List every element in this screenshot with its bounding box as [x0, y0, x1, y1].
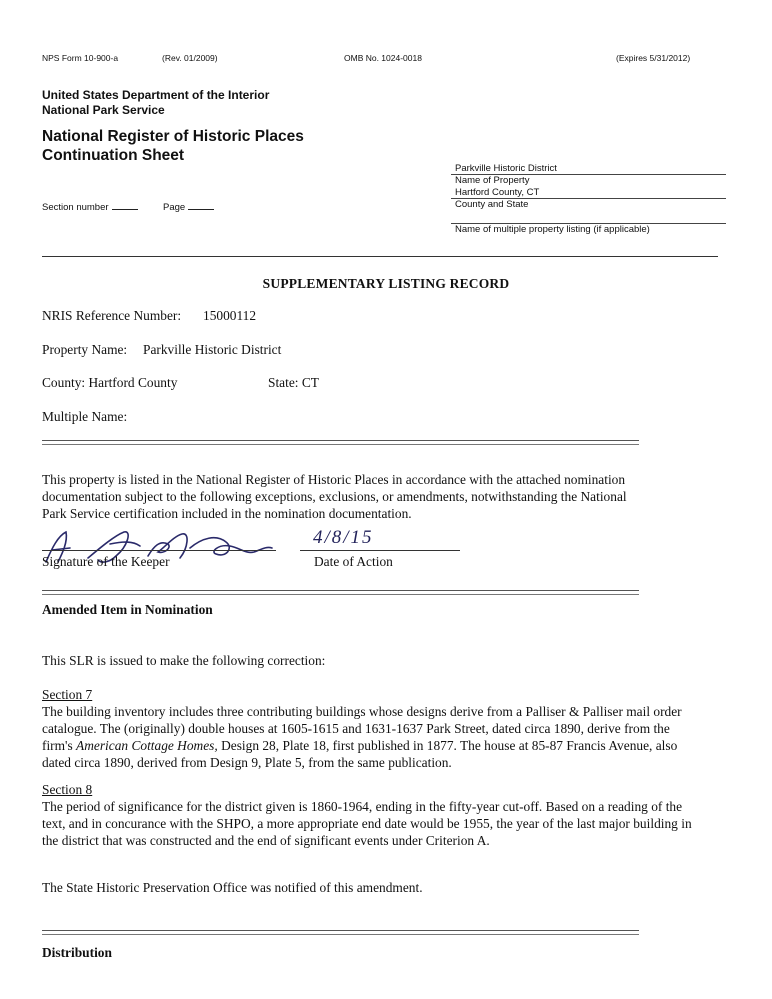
property-name-label: Property Name: [42, 342, 128, 357]
amendment-intro: This SLR is issued to make the following correction: [42, 653, 326, 668]
sheet-title: National Register of Historic Places [42, 128, 304, 145]
statement-line-3: Park Service certification included in the nomination documentation. [42, 506, 412, 521]
department-name: United States Department of the Interior [42, 88, 270, 102]
section-8-line-3: the district that was constructed and the end of significant events under Criterion A. [42, 833, 490, 848]
section-8-line-1: The period of significance for the district given is 1860-1964, ending in the fifty-year cut-off. Based on a reading of the [42, 799, 683, 814]
action-date-handwritten: 4/8/15 [313, 527, 374, 548]
county-text: County: Hartford County [42, 375, 178, 390]
distribution-divider [42, 930, 639, 935]
multiple-name-label: Multiple Name: [42, 409, 128, 424]
record-divider [42, 440, 639, 445]
form-number: NPS Form 10-900-a [42, 53, 119, 63]
section-number-label: Section number [42, 202, 109, 213]
service-name: National Park Service [42, 103, 165, 117]
section-7-block [42, 686, 722, 771]
statement-line-1: This property is listed in the National Register of Historic Places in accordance with the attached nomination [42, 472, 626, 487]
statement-line-2: documentation subject to the following exceptions, exclusions, or amendments, notwithstanding the National [42, 489, 627, 504]
multiple-listing-caption: Name of multiple property listing (if applicable) [455, 224, 650, 235]
section-number-field [42, 200, 138, 213]
property-name-value: Parkville Historic District [455, 163, 557, 174]
page-label: Page [163, 202, 186, 213]
signature-line [42, 550, 276, 551]
section-7-line-3-start: firm's [42, 738, 77, 753]
section-7-line-4: dated circa 1890, derived from Design 9, Plate 5, from the same publication. [42, 755, 452, 770]
section-7-line-3-end: Design 28, Plate 18, first published in 1877. The house at 85-87 Francis Avenue, also [217, 738, 678, 753]
header-divider [42, 256, 718, 257]
page-blank [188, 200, 214, 210]
date-line [300, 550, 460, 551]
section-8-block [42, 781, 722, 849]
signature-divider [42, 590, 639, 595]
nris-reference-value: 15000112 [203, 308, 257, 323]
section-7-line-2: catalogue. The (originally) double houses at 1605-1615 and 1631-1637 Park Street, dated circa 1890, derive from the [42, 721, 670, 736]
keeper-signature-caption: Signature of the Keeper [42, 554, 170, 569]
section-7-line-3 [42, 737, 722, 754]
notification-text: The State Historic Preservation Office was notified of this amendment. [42, 880, 423, 895]
property-name-caption: Name of Property [455, 175, 530, 186]
distribution-heading: Distribution [42, 945, 112, 960]
section-7-line-1: The building inventory includes three contributing buildings whose designs derive from a Palliser & Palliser mail order [42, 704, 682, 719]
section-7-heading: Section 7 [42, 687, 93, 702]
section-8-heading: Section 8 [42, 782, 93, 797]
section-8-line-2: text, and in concurance with the SHPO, a more appropriate end date would be 1955, the year of the last major building in [42, 816, 692, 831]
omb-number: OMB No. 1024-0018 [344, 53, 422, 63]
section-number-blank [112, 200, 138, 210]
page-field [163, 200, 214, 213]
record-heading: SUPPLEMENTARY LISTING RECORD [262, 276, 510, 291]
property-name-text: Parkville Historic District [143, 342, 282, 357]
nris-reference-label: NRIS Reference Number: [42, 308, 182, 323]
amended-item-heading: Amended Item in Nomination [42, 602, 213, 617]
form-revision: (Rev. 01/2009) [162, 53, 218, 63]
listing-statement [42, 471, 722, 522]
county-state-caption: County and State [455, 199, 529, 210]
state-text: State: CT [268, 375, 319, 390]
publication-title: American Cottage Homes, [76, 738, 218, 753]
sheet-subtitle: Continuation Sheet [42, 147, 185, 164]
form-expiration: (Expires 5/31/2012) [616, 53, 691, 63]
date-of-action-caption: Date of Action [314, 554, 393, 569]
county-state-value: Hartford County, CT [455, 187, 540, 198]
